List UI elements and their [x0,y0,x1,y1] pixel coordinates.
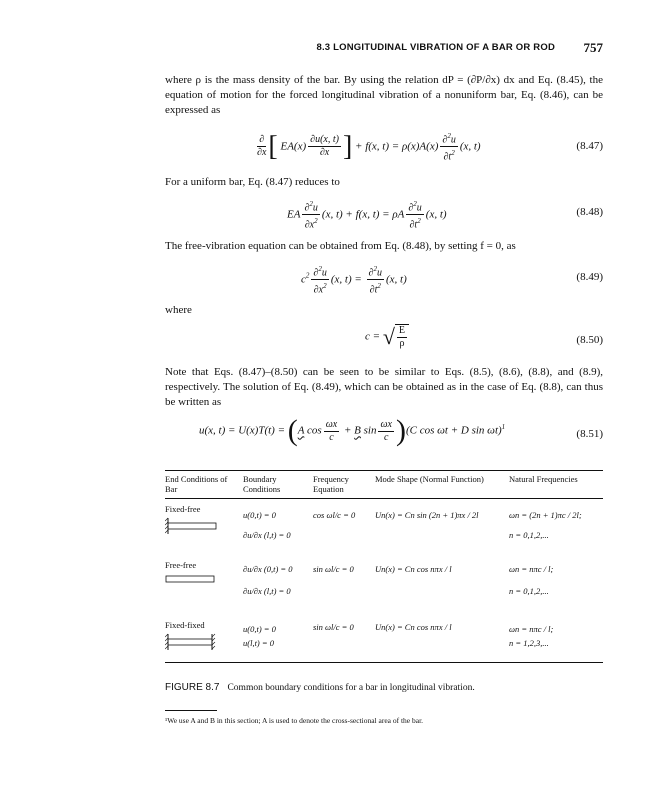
natural-frequency: ωn = nπc / l; [509,563,554,574]
mode-shape: Un(x) = Cn cos nπx / l [375,563,452,574]
natural-frequency-cell [509,615,603,663]
equation-number: (8.48) [576,206,603,218]
equation-number: (8.47) [576,140,603,152]
mode-index-range: n = 0,1,2,... [509,530,549,540]
paragraph-5: Note that Eqs. (8.47)–(8.50) can be seen to be similar to Eqs. (8.5), (8.6), (8.8), and (8.9), respectively. The solution of Eq. (8.49), which can be obtained as in the case of Eq. (8.8), can thus be written as [165,366,603,408]
figure-caption [165,682,603,693]
caption-text: Common boundary conditions for a bar in longitudinal vibration. [227,683,475,693]
fixed-free-bar-icon [165,517,221,535]
paragraph-4: where [165,304,192,316]
table-header: Frequency Equation [313,471,375,499]
boundary-condition: u(0,t) = 0 [243,623,276,634]
boundary-condition: u(0,t) = 0 [243,510,276,520]
equation-8-50: c = √ $\frac{E}{\rho}$ (8.50) [365,324,603,349]
boundary-condition: ∂u/∂x (l,t) = 0 [243,530,291,540]
paragraph-2: For a uniform bar, Eq. (8.47) reduces to [165,176,340,188]
mode-index-range: n = 1,2,3,... [509,637,549,648]
equation-8-49: $c^2$ $\frac{\partial^2u}{\partial x^2}$ (x, t) = $\frac{\partial^2u}{\partial t^2}$ (x, t) (8.49) [301,265,603,296]
end-condition-label: Free-free [165,559,197,570]
end-condition-cell [165,615,243,663]
natural-frequency-cell [509,499,603,555]
mode-shape: Un(x) = Cn cos nπx / l [375,615,509,663]
equation-8-48: EA $\frac{\partial^2u}{\partial x^2}$ (x, t) + f(x, t) = ρA $\frac{\partial^2u}{\partial t^2}$ (x, t) (8.48) [287,200,603,231]
end-condition-label: Fixed-free [165,504,201,514]
table-row [165,499,603,555]
table-row [165,615,603,663]
boundary-condition: u(l,t) = 0 [243,637,274,648]
equation-number: (8.50) [576,334,603,346]
natural-frequency-cell [509,555,603,615]
boundary-condition-cell [243,499,313,555]
boundary-conditions-table [165,470,603,663]
equation-number: (8.51) [576,428,603,440]
equation-number: (8.49) [576,271,603,283]
boundary-condition: ∂u/∂x (l,t) = 0 [243,585,291,596]
table-header: End Conditions of Bar [165,471,243,499]
footnote: ¹We use A and B in this section; A is used to denote the cross-sectional area of the bar. [165,716,424,725]
end-condition-cell [165,499,243,555]
paragraph-3: The free-vibration equation can be obtained from Eq. (8.48), by setting f = 0, as [165,240,516,252]
mode-index-range: n = 0,1,2,... [509,585,549,596]
frequency-equation: sin ωl/c = 0 [313,615,375,663]
frequency-equation: cos ωl/c = 0 [313,510,356,520]
mode-shape: Un(x) = Cn sin (2n + 1)πx / 2l [375,510,479,520]
paragraph-1: where ρ is the mass density of the bar. By using the relation dP = (∂P/∂x) dx and Eq. (8.45), the equation of motion for the forced longitudinal vibration of a nonuniform bar, Eq. (8.46), can be expressed as [165,74,603,116]
equation-8-47: $\frac{\partial}{\partial x}$ [ EA(x) $\frac{\partial u(x, t)}{\partial x}$ ] + f(x, t) = ρ(x)A(x) $\frac{\partial^2u}{\partial t^2}$ (x, t) (8.47) [257,130,603,163]
equation-8-51: u(x, t) = U(x)T(t) = (A cos $\frac{\omega x}{c}$ + B sin $\frac{\omega x}{c}$ )(C cos ωt + D sin ωt)$^1$ (8.51) [199,414,603,447]
end-condition-label: Fixed-fixed [165,619,205,630]
fixed-fixed-bar-icon [165,633,221,651]
boundary-condition: ∂u/∂x (0,t) = 0 [243,563,293,574]
boundary-condition-cell [243,615,313,663]
frequency-equation: sin ωl/c = 0 [313,563,354,574]
natural-frequency: ωn = nπc / l; [509,623,554,634]
end-condition-cell [165,555,243,615]
table-header-row [165,471,603,499]
boundary-condition-cell [243,555,313,615]
table-row [165,555,603,615]
table-header: Boundary Conditions [243,471,313,499]
free-free-bar-icon [165,573,221,585]
section-title: 8.3 LONGITUDINAL VIBRATION OF A BAR OR ROD [316,42,555,53]
natural-frequency: ωn = (2n + 1)πc / 2l; [509,510,582,520]
page-number: 757 [583,40,603,55]
running-header [0,42,603,62]
footnote-rule [165,710,217,711]
table-header: Natural Frequencies [509,471,603,499]
figure-label: FIGURE 8.7 [165,682,220,693]
table-header: Mode Shape (Normal Function) [375,471,509,499]
